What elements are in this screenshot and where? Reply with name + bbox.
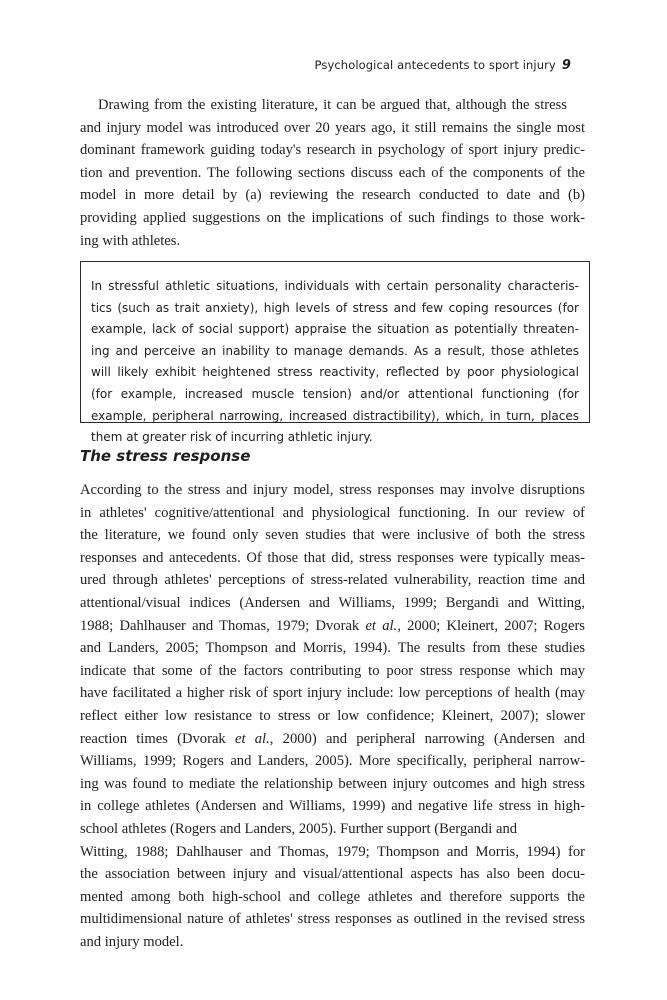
body-line: attentional/visual indices (Andersen and Williams, 1999; Bergandi and Witting, <box>80 594 585 611</box>
summary-line: them at greater risk of incurring athletic injury. <box>91 430 373 445</box>
body-line: reflect either low resistance to stress or low confidence; Kleinert, 2007); slower <box>80 707 585 724</box>
body-line: the literature, we found only seven studies that were inclusive of both the stress <box>80 527 585 544</box>
body-line: in college athletes (Andersen and Williams, 1999) and negative life stress in high- <box>80 798 585 815</box>
body-line: have facilitated a higher risk of sport injury include: low perceptions of health (may <box>80 685 585 702</box>
intro-line: tion and prevention. The following sections discuss each of the components of the <box>80 164 585 181</box>
intro-line: providing applied suggestions on the implications of such findings to those work- <box>80 209 585 226</box>
model-summary-box <box>80 261 590 445</box>
summary-line: will likely exhibit heightened stress reactivity, reflected by poor physiological <box>91 365 579 380</box>
body-line: According to the stress and injury model, stress responses may involve disruptions <box>80 482 585 498</box>
body-line: multidimensional nature of athletes' stress responses as outlined in the revised stress <box>80 911 585 928</box>
body-line: Witting, 1988; Dahlhauser and Thomas, 1979; Thompson and Morris, 1994) for <box>80 843 585 860</box>
summary-line: In stressful athletic situations, individuals with certain personality characteris- <box>91 279 579 293</box>
summary-line: ing and perceive an inability to manage demands. As a result, those athletes <box>91 343 579 358</box>
page-number: 9 <box>561 58 571 73</box>
body-line: responses and antecedents. Of those that did, stress responses were typically meas- <box>80 549 585 566</box>
body-line: reaction times (Dvorak et al., 2000) and peripheral narrowing (Andersen and <box>80 730 585 747</box>
body-line: mented among both high-school and college athletes and therefore supports the <box>80 888 585 905</box>
summary-line: (for example, increased muscle tension) and/or attentional functioning (for <box>91 386 579 401</box>
intro-line: ing with athletes. <box>80 232 181 249</box>
intro-line: model in more detail by (a) reviewing the research conducted to date and (b) <box>80 187 585 204</box>
section-heading: The stress response <box>80 447 251 465</box>
intro-line: and injury model was introduced over 20 years ago, it still remains the single most <box>80 119 585 136</box>
model-summary-text <box>91 276 579 449</box>
body-line: in athletes' cognitive/attentional and physiological functioning. In our review of <box>80 504 585 521</box>
running-head <box>315 58 571 73</box>
running-title: Psychological antecedents to sport injury <box>314 58 556 72</box>
body-line: 1988; Dahlhauser and Thomas, 1979; Dvorak et al., 2000; Kleinert, 2007; Rogers <box>80 617 585 634</box>
body-line: ured through athletes' perceptions of stress-related vulnerability, reaction time and <box>80 572 585 589</box>
summary-line: example, peripheral narrowing, increased distractibility), which, in turn, places <box>91 408 579 423</box>
summary-line: example, lack of social support) appraise the situation as potentially threaten- <box>91 322 579 337</box>
intro-line: Drawing from the existing literature, it can be argued that, although the stress <box>98 97 567 113</box>
body-line: the association between injury and visual/attentional aspects has also been docu- <box>80 866 585 883</box>
intro-line: dominant framework guiding today's research in psychology of sport injury predic- <box>80 142 585 159</box>
intro-paragraph <box>80 94 585 252</box>
body-line: school athletes (Rogers and Landers, 2005). Further support (Bergandi and <box>80 820 518 837</box>
summary-line: tics (such as trait anxiety), high levels of stress and few coping resources (for <box>91 300 579 315</box>
body-line: and injury model. <box>80 933 184 950</box>
body-line: indicate that some of the factors contributing to poor stress response which may <box>80 662 585 679</box>
body-line: and Landers, 2005; Thompson and Morris, 1994). The results from these studies <box>80 640 585 657</box>
body-line: Williams, 1999; Rogers and Landers, 2005). More specifically, peripheral narrow- <box>80 753 585 770</box>
body-line: ing was found to mediate the relationship between injury outcomes and high stress <box>80 775 585 792</box>
body-paragraph <box>80 479 585 953</box>
